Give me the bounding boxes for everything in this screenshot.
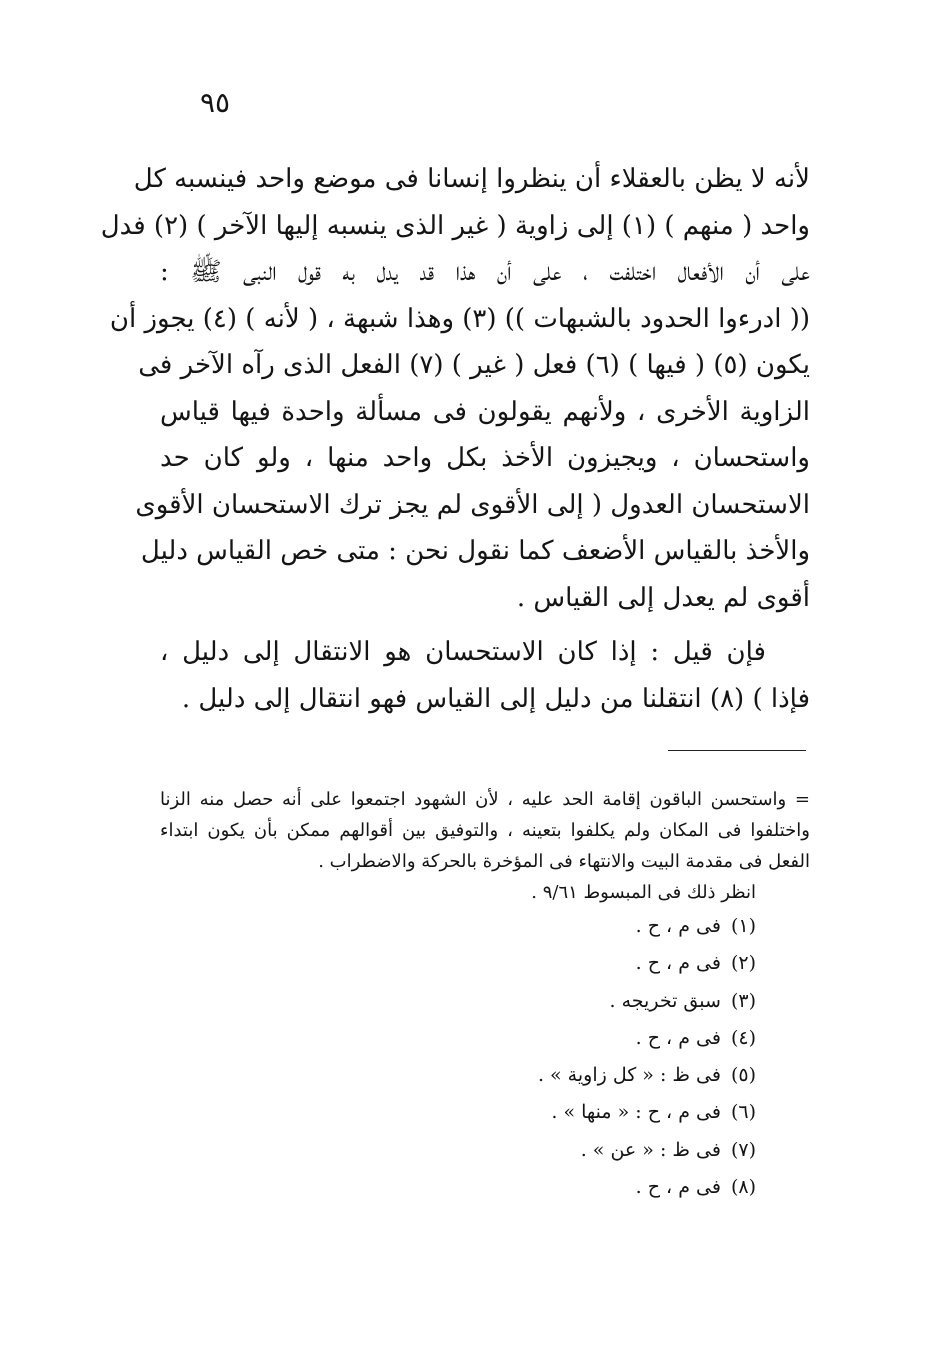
footnote-text: سبق تخريجه . (609, 989, 721, 1012)
text-line: فإن قيل : إذا كان الاستحسان هو الانتقال إلى دليل ، (160, 637, 766, 667)
footnote-item (160, 1057, 810, 1094)
footnote-item (160, 1169, 810, 1206)
footnote-number: (٢) (730, 952, 756, 975)
footnote-divider (668, 750, 806, 751)
footnote-number: (٣) (730, 989, 756, 1012)
footnote-text: فى ظ : « كل زاوية » . (537, 1064, 721, 1087)
footnote-text: فى ظ : « عن » . (580, 1138, 721, 1161)
footnote-item (160, 1094, 810, 1131)
footnote-item (160, 945, 810, 982)
footnote-item (160, 908, 810, 945)
text-line: واحد ( منهم ) (١) إلى زاوية ( غير الذى ينسبه إليها الآخر ) (٢) فدل (100, 210, 810, 241)
main-text (100, 156, 810, 722)
text-line: واستحسان ، ويجيزون الأخذ بكل واحد منها ، ولو كان حد (160, 443, 810, 473)
footnote-item (160, 983, 810, 1020)
footnote-continuation-line: = واستحسن الباقون إقامة الحد عليه ، لأن الشهود اجتمعوا على أنه حصل منه الزنا (160, 789, 810, 810)
footnote-text: فى م ، ح . (635, 952, 721, 975)
text-line: لأنه لا يظن بالعقلاء أن ينظروا إنسانا فى موضع واحد فينسبه كل (133, 164, 810, 194)
text-line: والأخذ بالقياس الأضعف كما نقول نحن : متى خص القياس دليل (140, 536, 810, 566)
paragraph-2 (160, 629, 810, 722)
footnote-text: فى م ، ح : « منها » . (551, 1101, 721, 1124)
footnote-number: (٧) (730, 1138, 756, 1161)
footnote-number: (٥) (730, 1064, 756, 1087)
footnote-number: (١) (730, 915, 756, 937)
text-line: على أن الأفعال اختلفت ، على أن هذا قد يدل به قول النبى ﷺ : (160, 257, 810, 287)
footnote-source: انظر ذلك فى المبسوط ٩/٦١ . (531, 882, 756, 903)
text-line: يكون (٥) ( فيها ) (٦) فعل ( غير ) (٧) الفعل الذى رآه الآخر فى (138, 350, 810, 380)
footnotes (160, 784, 810, 1206)
footnote-item (160, 1020, 810, 1057)
footnote-continuation-line: واختلفوا فى المكان ولم يكلفوا بتعينه ، والتوفيق بين أقوالهم ممكن بأن يكون ابتداء (160, 820, 810, 841)
text-line: الزاوية الأخرى ، ولأنهم يقولون فى مسألة واحدة فيها قياس (160, 396, 810, 427)
footnote-item (160, 1132, 810, 1169)
text-line: (( ادرءوا الحدود بالشبهات )) (٣) وهذا شبهة ، ( لأنه ) (٤) يجوز أن (109, 303, 810, 334)
text-line: الاستحسان العدول ( إلى الأقوى لم يجز ترك الاستحسان الأقوى (135, 489, 810, 520)
footnote-continuation-line: الفعل فى مقدمة البيت والانتهاء فى المؤخرة بالحركة والاضطراب . (318, 851, 810, 872)
text-line: فإذا ) (٨) انتقلنا من دليل إلى القياس فهو انتقال إلى دليل . (181, 683, 810, 714)
footnote-text: فى م ، ح . (635, 915, 721, 937)
footnote-text: فى م ، ح . (635, 1026, 721, 1049)
paragraph-1 (100, 156, 810, 621)
footnote-number: (٨) (730, 1176, 756, 1199)
footnote-text: فى م ، ح . (635, 1176, 721, 1199)
text-line: أقوى لم يعدل إلى القياس . (516, 582, 810, 613)
page-number: ٩٥ (199, 86, 231, 119)
footnote-number: (٤) (730, 1026, 756, 1049)
footnote-number: (٦) (730, 1101, 756, 1124)
